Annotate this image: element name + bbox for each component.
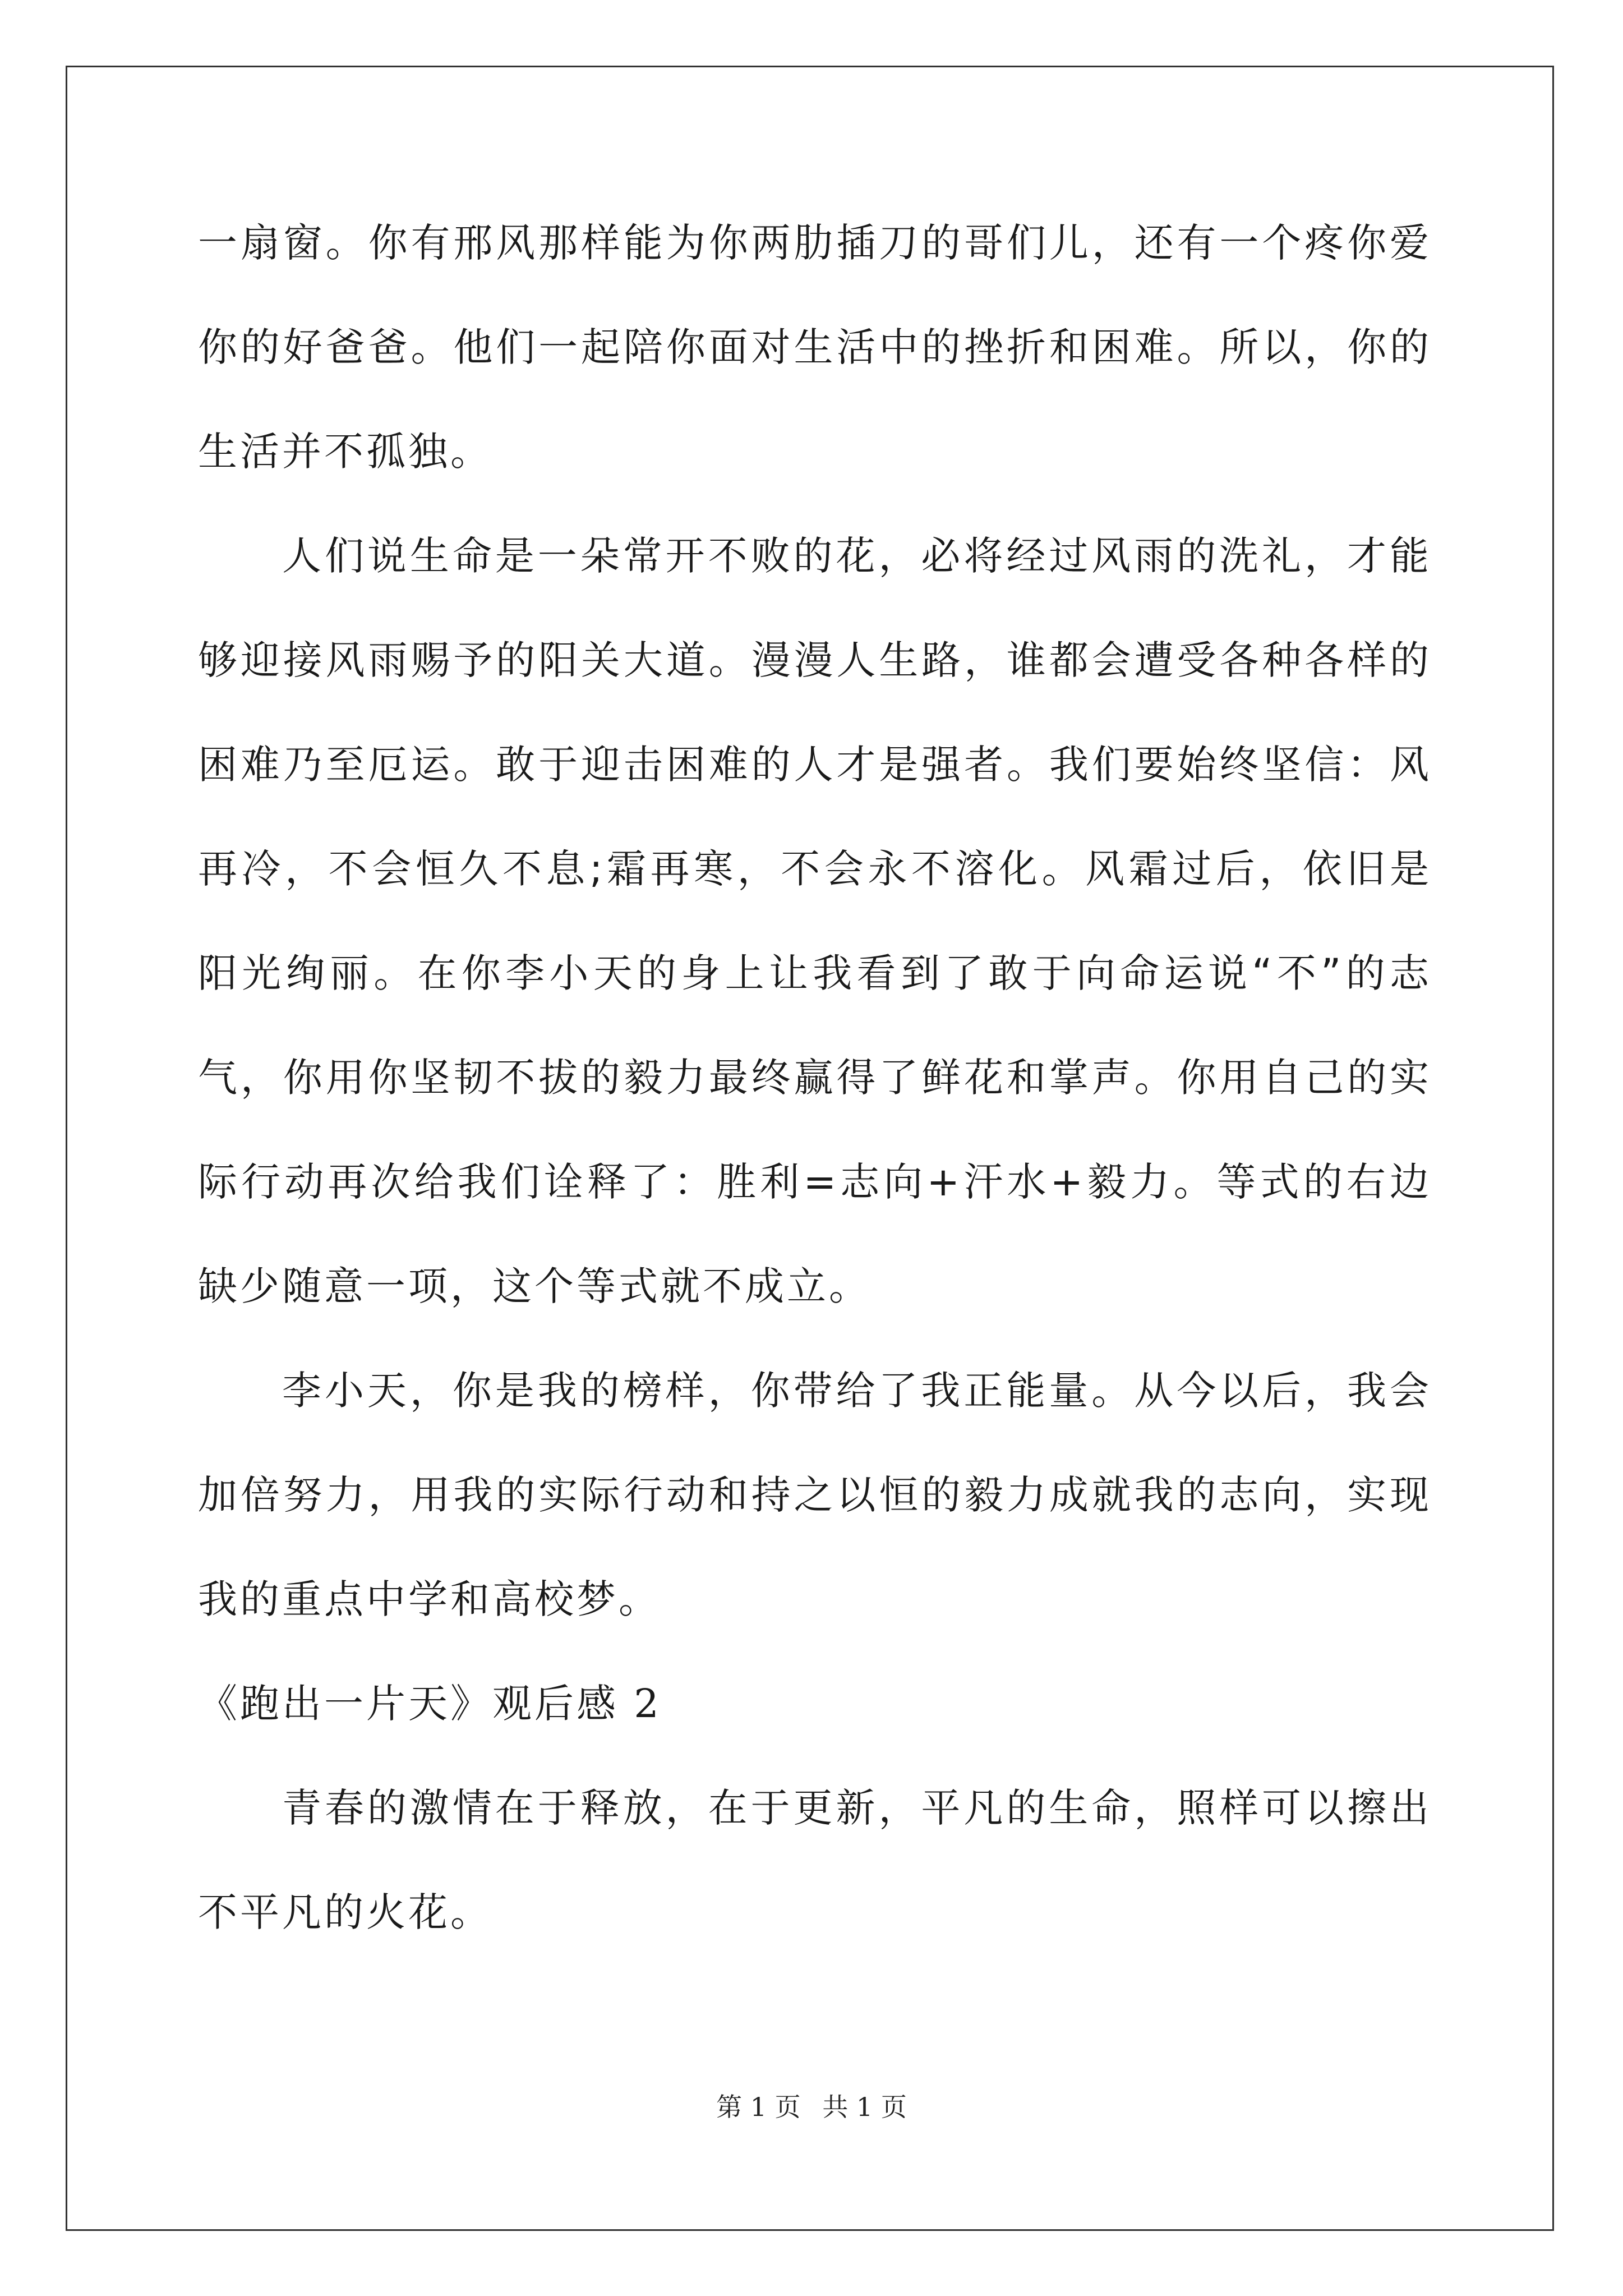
paragraph-1: 一扇窗。你有邢风那样能为你两肋插刀的哥们儿，还有一个疼你爱你的好爸爸。他们一起陪你面对生活中的挫折和困难。所以，你的生活并不孤独。 [198,220,1432,475]
document-body [198,191,1432,1964]
paragraph-2: 人们说生命是一朵常开不败的花，必将经过风雨的洗礼，才能够迎接风雨赐予的阳关大道。漫漫人生路，谁都会遭受各种各样的困难乃至厄运。敢于迎击困难的人才是强者。我们要始终坚信：风再冷，不会恒久不息;霜再寒，不会永不溶化。风霜过后，依旧是阳光绚丽。在你李小天的身上让我看到了敢于向命运说“不”的志气，你用你坚韧不拔的毅力最终赢得了鲜花和掌声。你用自己的实际行动再次给我们诠释了：胜利=志向+汗水+毅力。等式的右边缺少随意一项，这个等式就不成立。 [198,533,1432,1309]
paragraph-3: 李小天，你是我的榜样，你带给了我正能量。从今以后，我会加倍努力，用我的实际行动和持之以恒的毅力成就我的志向，实现我的重点中学和高校梦。 [198,1368,1432,1622]
page-total: 共 1 页 [822,2092,907,2122]
paragraph-4: 青春的激情在于释放，在于更新，平凡的生命，照样可以擦出不平凡的火花。 [198,1785,1432,1935]
page-footer [0,2087,1623,2124]
page-number: 第 1 页 [716,2092,801,2122]
section-heading: 《跑出一片天》观后感 2 [198,1681,662,1727]
